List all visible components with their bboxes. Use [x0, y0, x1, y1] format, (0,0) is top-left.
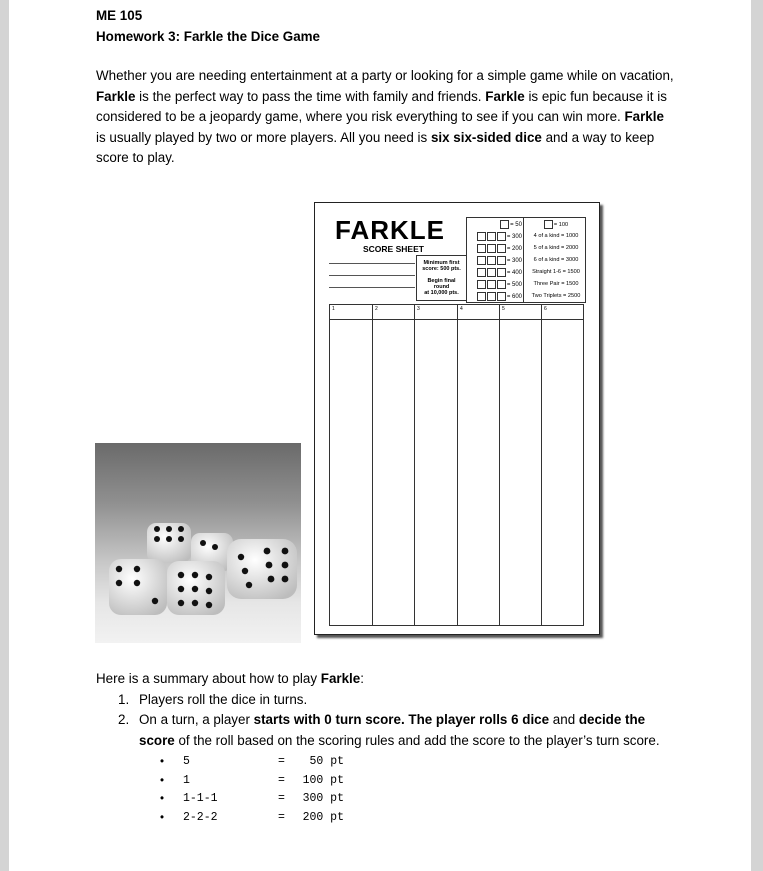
- rule-item: [96, 772, 676, 791]
- score-row-right: Three Pair = 1500: [533, 281, 579, 287]
- die-icon: [487, 256, 496, 265]
- bullet: •: [160, 756, 165, 768]
- scoring-table: [466, 217, 586, 303]
- intro-text: Whether you are needing entertainment at a party or looking for a simple game while on vacation,: [96, 68, 674, 83]
- column-number: 2: [375, 306, 378, 312]
- die-icon: [477, 244, 486, 253]
- score-sheet-subtitle: SCORE SHEET: [363, 244, 424, 254]
- rule-equals: =: [278, 755, 285, 768]
- die-icon: [477, 232, 486, 241]
- step-bold: starts with 0 turn score. The player rolls 6 dice: [253, 712, 550, 727]
- rule-item: [96, 753, 676, 772]
- course-code: ME 105: [96, 8, 143, 23]
- player-name-line: [329, 287, 415, 288]
- step-bold: decide the score: [139, 712, 646, 748]
- intro-text: and a way to keep score to play.: [96, 129, 655, 165]
- score-row-left: [467, 256, 522, 265]
- step-number: 1.: [118, 691, 130, 707]
- score-row-left: [467, 280, 522, 289]
- intro-bold: six six-sided dice: [430, 129, 542, 145]
- die-icon: [477, 256, 486, 265]
- player-name-line: [329, 275, 415, 276]
- summary-intro-bold: Farkle: [320, 671, 361, 686]
- steps-list: [96, 690, 676, 752]
- rule-points: 200 pt: [302, 810, 344, 824]
- score-row-left: [467, 292, 522, 301]
- score-grid: [329, 304, 584, 626]
- intro-bold: Farkle: [96, 88, 136, 104]
- score-row-right: [527, 220, 585, 229]
- die-icon: [497, 280, 506, 289]
- score-row-right: 5 of a kind = 2000: [533, 245, 579, 251]
- rule-equals: =: [278, 810, 285, 824]
- score-row-left: [467, 268, 522, 277]
- score-row-left: [467, 220, 522, 229]
- die-icon: [487, 232, 496, 241]
- farkle-score-sheet: [314, 202, 600, 635]
- rule-equals: =: [278, 792, 285, 805]
- rules-box: [416, 255, 467, 301]
- score-row-right: 4 of a kind = 1000: [533, 233, 579, 239]
- die-icon: [487, 268, 496, 277]
- column-number: 4: [460, 306, 463, 312]
- rule-dice: 5: [183, 755, 190, 768]
- die-icon: [487, 292, 496, 301]
- player-name-line: [329, 263, 415, 264]
- step-item: [96, 690, 676, 711]
- bullet: •: [160, 793, 165, 805]
- column-number: 6: [544, 306, 547, 312]
- rule-points: 50 pt: [309, 755, 344, 768]
- die-icon: [497, 232, 506, 241]
- score-sheet-title: FARKLE: [335, 215, 445, 245]
- intro-bold: Farkle: [485, 88, 525, 104]
- intro-text: is usually played by two or more players. All you need is: [96, 129, 431, 145]
- grid-column-divider: [457, 305, 458, 625]
- summary-intro: [96, 669, 676, 690]
- intro-text: is epic fun because it is considered to be a jeopardy game, where you risk everything to see if you can win more.: [96, 88, 667, 124]
- score-row-left: [467, 244, 522, 253]
- score-value: = 200: [506, 246, 522, 253]
- score-value: = 50: [510, 222, 522, 229]
- score-value: = 300: [506, 258, 522, 265]
- bullet: •: [160, 811, 165, 824]
- minimum-score-note: Minimum first score: 500 pts.: [422, 260, 461, 272]
- rule-item: [96, 809, 676, 828]
- die-icon: [477, 268, 486, 277]
- die-icon: [487, 244, 496, 253]
- dice-illustration: [95, 443, 301, 643]
- rule-dice: 1: [183, 773, 190, 787]
- die-icon: [497, 268, 506, 277]
- score-value: = 300: [506, 234, 522, 241]
- score-row-right: Two Triplets = 2500: [531, 293, 581, 299]
- scoring-rules-list: [96, 753, 676, 827]
- intro-text: is the perfect way to pass the time with family and friends.: [135, 88, 486, 104]
- rule-dice: 1-1-1: [183, 792, 218, 805]
- intro-paragraph: [96, 66, 676, 169]
- document-page: [9, 0, 751, 871]
- score-row-right: 6 of a kind = 3000: [533, 257, 579, 263]
- step-text: and: [549, 712, 579, 727]
- rule-points: 300 pt: [302, 792, 344, 805]
- die-icon: [477, 292, 486, 301]
- die-icon: [477, 280, 486, 289]
- table-divider: [523, 218, 524, 302]
- die-icon: [487, 280, 496, 289]
- score-value: = 400: [506, 270, 522, 277]
- score-value: = 500: [506, 282, 522, 289]
- step-item: [96, 710, 676, 751]
- grid-column-divider: [414, 305, 415, 625]
- bullet: •: [160, 774, 165, 787]
- grid-column-divider: [372, 305, 373, 625]
- rule-points: 100 pt: [302, 773, 344, 787]
- score-value: = 600: [506, 294, 522, 301]
- step-number: 2.: [118, 712, 130, 727]
- score-row-left: [467, 232, 522, 241]
- die-icon: [497, 292, 506, 301]
- die-icon: [544, 220, 553, 229]
- score-row-right: Straight 1-6 = 1500: [532, 269, 580, 275]
- die-icon: [497, 244, 506, 253]
- rules-summary: [96, 669, 676, 827]
- rule-dice: 2-2-2: [183, 810, 218, 824]
- summary-intro-end: :: [360, 671, 364, 686]
- final-round-note-1: Begin final: [427, 278, 456, 284]
- assignment-title: Homework 3: Farkle the Dice Game: [96, 28, 321, 44]
- dice-photo: [95, 443, 301, 643]
- step-text: On a turn, a player: [139, 712, 254, 727]
- document-header: [96, 6, 676, 47]
- die-icon: [500, 220, 509, 229]
- summary-intro-text: Here is a summary about how to play: [96, 671, 321, 686]
- step-text: of the roll based on the scoring rules and add the score to the player’s turn score.: [174, 732, 660, 748]
- score-value: = 100: [553, 221, 569, 228]
- column-number: 5: [502, 306, 505, 312]
- step-text: Players roll the dice in turns.: [139, 691, 308, 707]
- column-number: 1: [332, 306, 335, 312]
- final-round-note-3: at 10,000 pts.: [424, 290, 459, 296]
- rule-item: [96, 790, 676, 809]
- grid-column-divider: [541, 305, 542, 625]
- final-round-note-2: round: [433, 284, 450, 290]
- die-icon: [497, 256, 506, 265]
- intro-bold: Farkle: [624, 109, 664, 124]
- grid-column-divider: [499, 305, 500, 625]
- column-number: 3: [417, 306, 420, 312]
- rule-equals: =: [278, 773, 285, 787]
